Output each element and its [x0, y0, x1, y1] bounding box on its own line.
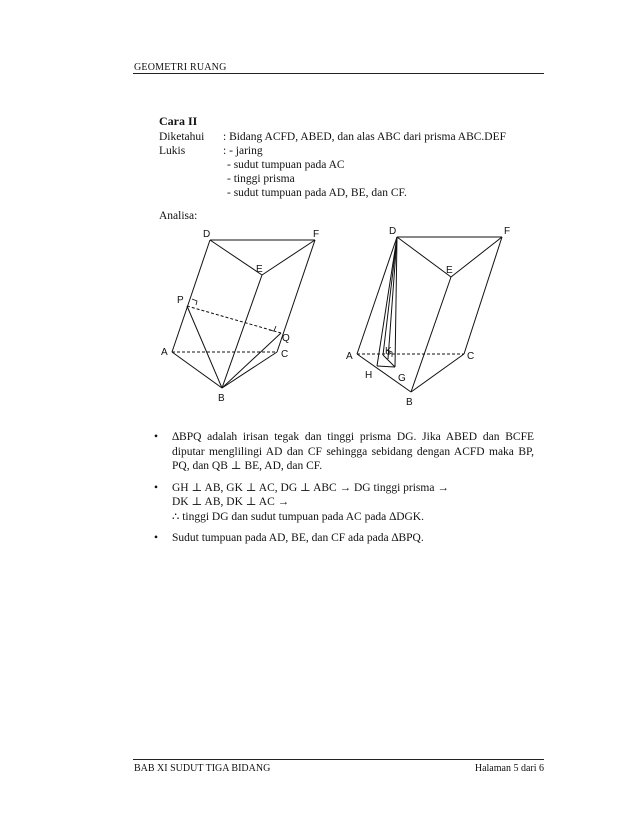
bullet-text: ∆BPQ adalah irisan tegak dan tinggi prisma DG. Jika ABED dan BCFE diputar menglilingi AD dan CF sehingga sebidang dengan ACFD maka BP, PQ, dan QB ⊥ BE, AD, dan CF.	[172, 431, 534, 472]
bullet-dot: •	[154, 431, 159, 443]
prism-left	[161, 229, 319, 404]
lukis-label: Lukis	[159, 145, 186, 157]
vertex-label: Q	[282, 333, 290, 344]
bullet-text: ∴ tinggi DG dan sudut tumpuan pada AC pada ∆DGK.	[172, 510, 424, 523]
vertex-label: C	[281, 349, 289, 360]
vertex-label: A	[346, 351, 353, 362]
bullet-item	[152, 430, 534, 474]
diketahui-value: : Bidang ACFD, ABED, dan alas ABC dari prisma ABC.DEF	[223, 131, 507, 143]
analysis-bullets	[152, 430, 534, 553]
vertex-label: D	[389, 226, 397, 237]
vertex-label: K	[385, 346, 392, 357]
prism-figures	[150, 222, 530, 412]
bullet-text: GH ⊥ AB, GK ⊥ AC, DG ⊥ ABC → DG tinggi prisma →	[172, 481, 449, 494]
vertex-label: F	[504, 226, 511, 237]
diketahui-label: Diketahui	[159, 131, 205, 143]
vertex-label: E	[446, 265, 453, 276]
vertex-label: B	[406, 397, 413, 408]
footer-page-number: Halaman 5 dari 6	[474, 763, 544, 774]
bullet-text: Sudut tumpuan pada AD, BE, dan CF ada pada ∆BPQ.	[172, 532, 424, 544]
footer-rule	[133, 759, 544, 760]
section-title: Cara II	[159, 114, 198, 128]
lukis-item: - sudut tumpuan pada AD, BE, dan CF.	[227, 187, 407, 199]
vertex-label: E	[256, 264, 263, 275]
vertex-label: D	[203, 229, 211, 240]
bullet-dot: •	[154, 481, 159, 494]
lukis-item: - tinggi prisma	[227, 173, 295, 185]
footer-chapter: BAB XI SUDUT TIGA BIDANG	[134, 763, 271, 774]
bullet-dot: •	[154, 532, 159, 544]
vertex-label: H	[365, 370, 373, 381]
vertex-label: P	[177, 295, 184, 306]
analisa-label: Analisa:	[159, 210, 198, 222]
vertex-label: G	[398, 373, 406, 384]
vertex-label: A	[161, 347, 168, 358]
lukis-value: : - jaring	[223, 145, 263, 157]
prism-right	[346, 226, 510, 408]
bullet-item	[152, 481, 534, 525]
header-rule	[133, 73, 544, 74]
vertex-label: F	[313, 229, 320, 240]
vertex-label: B	[218, 393, 225, 404]
running-header: GEOMETRI RUANG	[134, 62, 227, 73]
vertex-label: C	[467, 351, 475, 362]
bullet-item	[152, 531, 534, 546]
lukis-item: - sudut tumpuan pada AC	[227, 159, 345, 171]
bullet-text: DK ⊥ AB, DK ⊥ AC →	[172, 496, 290, 508]
